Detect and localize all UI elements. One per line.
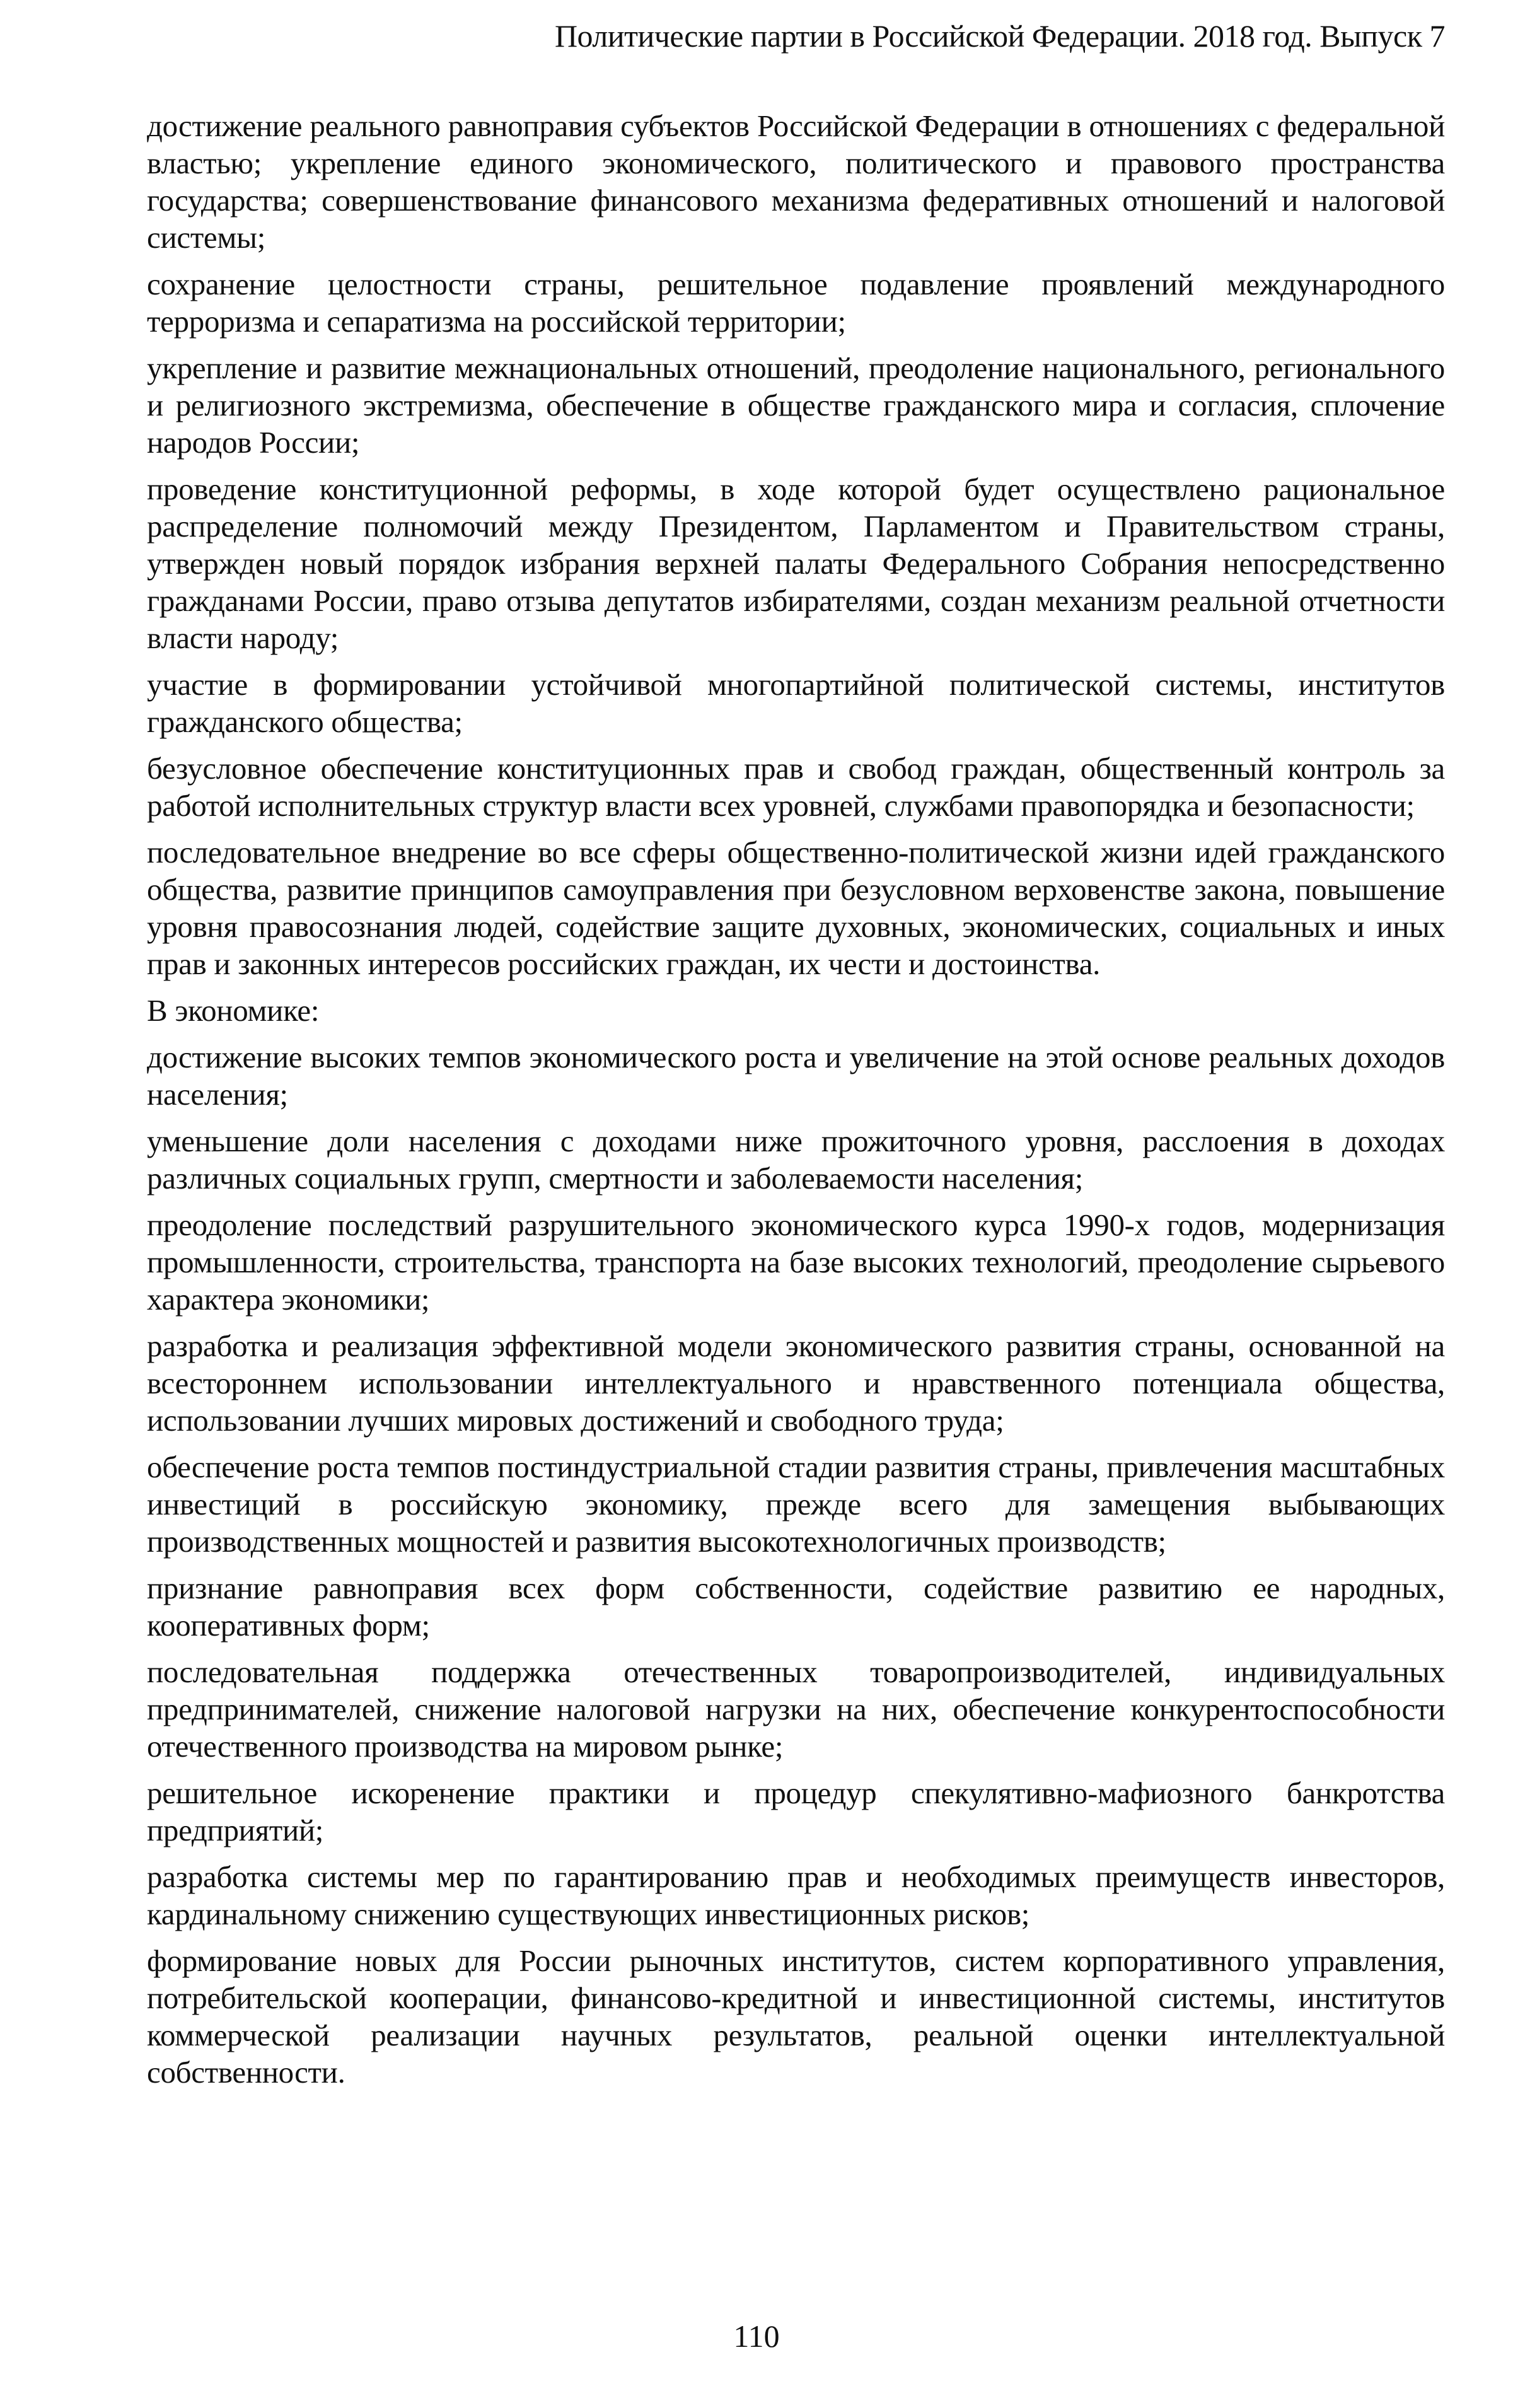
paragraph: достижение высоких темпов экономического роста и увеличение на этой основе реальных доходов населения; <box>147 1040 1445 1112</box>
paragraph: укрепление и развитие межнациональных отношений, преодоление национального, регионального и религиозного экстремизма, обеспечение в обществе гражданского мира и согласия, сплочение народов России; <box>147 351 1445 460</box>
paragraph: последовательная поддержка отечественных товаропроизводителей, индивидуальных предпринимателей, снижение налоговой нагрузки на них, обеспечение конкурентоспособности отечественного производства на мировом рынке; <box>147 1655 1445 1764</box>
paragraph: решительное искоренение практики и процедур спекулятивно-мафиозного банкротства предприятий; <box>147 1776 1445 1847</box>
paragraph: разработка и реализация эффективной модели экономического развития страны, основанной на всестороннем использовании интеллектуального и нравственного потенциала общества, использовании лучших мировых достижений и свободного труда; <box>147 1329 1445 1438</box>
paragraph: признание равноправия всех форм собственности, содействие развитию ее народных, кооперативных форм; <box>147 1571 1445 1643</box>
paragraph: безусловное обеспечение конституционных прав и свобод граждан, общественный контроль за работой исполнительных структур власти всех уровней, службами правопорядка и безопасности; <box>147 751 1445 823</box>
paragraph: уменьшение доли населения с доходами ниже прожиточного уровня, расслоения в доходах различных социальных групп, смертности и заболеваемости населения; <box>147 1124 1445 1195</box>
section-label: В экономике: <box>147 993 320 1028</box>
paragraph: формирование новых для России рыночных институтов, систем корпоративного управления, потребительской кооперации, финансово-кредитной и инвестиционной системы, институтов коммерческой реализации научных результатов, реальной оценки интеллектуальной собственности. <box>147 1943 1445 2090</box>
body-text <box>147 107 1445 2100</box>
paragraph: участие в формировании устойчивой многопартийной политической системы, институтов гражданского общества; <box>147 667 1445 739</box>
paragraph: проведение конституционной реформы, в ходе которой будет осуществлено рациональное распределение полномочий между Президентом, Парламентом и Правительством страны, утвержден новый порядок избрания верхней палаты Федерального Собрания непосредственно гражданами России, право отзыва депутатов избирателями, создан механизм реальной отчетности власти народу; <box>147 472 1445 655</box>
page-number: 110 <box>733 2318 780 2354</box>
paragraph: преодоление последствий разрушительного экономического курса 1990-х годов, модернизация промышленности, строительства, транспорта на базе высоких технологий, преодоление сырьевого характера экономики; <box>147 1207 1445 1317</box>
running-header: Политические партии в Российской Федерации. 2018 год. Выпуск 7 <box>554 18 1445 54</box>
paragraph: разработка системы мер по гарантированию прав и необходимых преимуществ инвесторов, кардинальному снижению существующих инвестиционных рисков; <box>147 1859 1445 1931</box>
paragraph: обеспечение роста темпов постиндустриальной стадии развития страны, привлечения масштабных инвестиций в российскую экономику, прежде всего для замещения выбывающих производственных мощностей и развития высокотехнологичных производств; <box>147 1450 1445 1559</box>
paragraph: достижение реального равноправия субъектов Российской Федерации в отношениях с федеральной властью; укрепление единого экономического, политического и правового пространства государства; совершенствование финансового механизма федеративных отношений и налоговой системы; <box>147 108 1445 255</box>
paragraph: последовательное внедрение во все сферы общественно-политической жизни идей гражданского общества, развитие принципов самоуправления при безусловном верховенстве закона, повышение уровня правосознания людей, содействие защите духовных, экономических, социальных и иных прав и законных интересов российских граждан, их чести и достоинства. <box>147 835 1445 981</box>
paragraph: сохранение целостности страны, решительное подавление проявлений международного терроризма и сепаратизма на российской территории; <box>147 267 1445 339</box>
